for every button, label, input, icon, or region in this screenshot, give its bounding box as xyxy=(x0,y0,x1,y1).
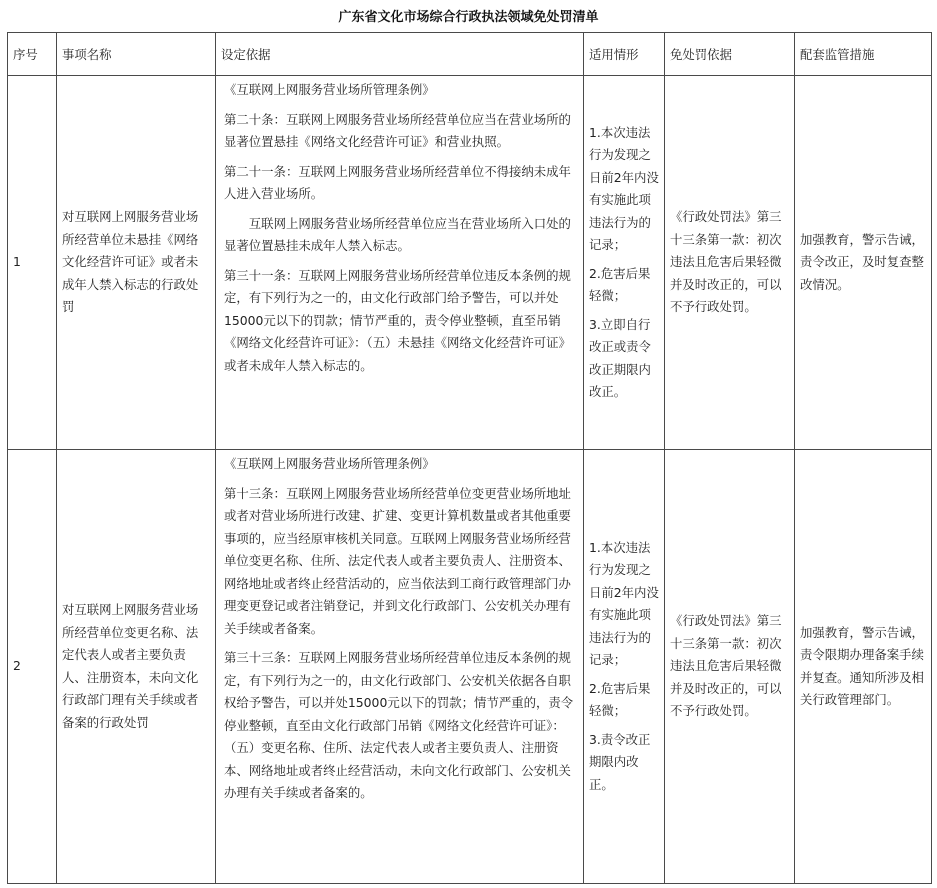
basis-paragraph: 第三十三条：互联网上网服务营业场所经营单位违反本条例的规定，有下列行为之一的，由文化行政部门、公安机关依据各自职权给予警告，可以并处15000元以下的罚款；情节严重的，责令停业整顿，直至由文化行政部门吊销《网络文化经营许可证》：（五）变更名称、住所、法定代表人或者主要负责人、注册资本、网络地址或者终止经营活动，未向文化行政部门、公安机关办理有关手续或者备案的。 xyxy=(224,650,574,800)
case-item: 2.危害后果轻微； xyxy=(589,680,651,719)
applicable-cases xyxy=(584,76,665,450)
basis-paragraph: 第三十一条：互联网上网服务营业场所经营单位违反本条例的规定，有下列行为之一的，由文化行政部门给予警告，可以并处15000元以下的罚款；情节严重的，责令停业整顿，直至吊销《网络文化经营许可证》：（五）未悬挂《网络文化经营许可证》或者未成年人禁入标志的。 xyxy=(224,267,571,373)
item-name: 对互联网上网服务营业场所经营单位未悬挂《网络文化经营许可证》或者未成年人禁入标志的行政处罚 xyxy=(57,76,216,450)
exemption-basis: 《行政处罚法》第三十三条第一款：初次违法且危害后果轻微并及时改正的，可以不予行政处罚。 xyxy=(665,450,795,884)
case-item: 3.立即自行改正或责令改正期限内改正。 xyxy=(589,316,651,399)
header-supervision-measures: 配套监管措施 xyxy=(795,33,932,76)
supervision-measures: 加强教育，警示告诫，责令限期办理备案手续并复查。通知所涉及相关行政管理部门。 xyxy=(795,450,932,884)
row-index: 1 xyxy=(8,76,57,450)
legal-basis xyxy=(216,76,584,450)
header-exemption-basis: 免处罚依据 xyxy=(665,33,795,76)
item-name: 对互联网上网服务营业场所经营单位变更名称、法定代表人或者主要负责人、注册资本，未向文化行政部门理有关手续或者备案的行政处罚 xyxy=(57,450,216,884)
exemption-list-table xyxy=(7,32,932,884)
case-item: 1.本次违法行为发现之日前2年内没有实施此项违法行为的记录； xyxy=(589,539,659,668)
supervision-measures: 加强教育，警示告诫，责令改正，及时复查整改情况。 xyxy=(795,76,932,450)
applicable-cases xyxy=(584,450,665,884)
basis-paragraph: 《互联网上网服务营业场所管理条例》 xyxy=(224,82,435,97)
table-row xyxy=(8,76,932,450)
case-item: 2.危害后果轻微； xyxy=(589,265,651,303)
page-title: 广东省文化市场综合行政执法领域免处罚清单 xyxy=(338,10,599,25)
header-item-name: 事项名称 xyxy=(57,33,216,76)
basis-paragraph: 第二十一条：互联网上网服务营业场所经营单位不得接纳未成年人进入营业场所。 xyxy=(224,163,571,201)
basis-paragraph: 互联网上网服务营业场所经营单位应当在营业场所入口处的显著位置悬挂未成年人禁入标志。 xyxy=(224,215,571,253)
header-index: 序号 xyxy=(8,33,57,76)
header-legal-basis: 设定依据 xyxy=(216,33,584,76)
table-row xyxy=(8,450,932,884)
table-header-row xyxy=(8,33,932,76)
header-applicable-cases: 适用情形 xyxy=(584,33,665,76)
basis-paragraph: 第十三条：互联网上网服务营业场所经营单位变更营业场所地址或者对营业场所进行改建、扩建、变更计算机数量或者其他重要事项的，应当经原审核机关同意。互联网上网服务营业场所经营单位变更名称、住所、法定代表人或者主要负责人、注册资本、网络地址或者终止经营活动的，应当依法到工商行政管理部门办理变更登记或者注销登记，并到文化行政部门、公安机关办理有关手续或者备案。 xyxy=(224,485,571,636)
case-item: 1.本次违法行为发现之日前2年内没有实施此项违法行为的记录； xyxy=(589,124,659,252)
row-index: 2 xyxy=(8,450,57,884)
case-item: 3.责令改正期限内改正。 xyxy=(589,731,651,792)
basis-paragraph: 第二十条：互联网上网服务营业场所经营单位应当在营业场所的显著位置悬挂《网络文化经营许可证》和营业执照。 xyxy=(224,111,571,149)
basis-paragraph: 《互联网上网服务营业场所管理条例》 xyxy=(224,456,435,471)
legal-basis xyxy=(216,450,584,884)
exemption-basis: 《行政处罚法》第三十三条第一款：初次违法且危害后果轻微并及时改正的，可以不予行政处罚。 xyxy=(665,76,795,450)
